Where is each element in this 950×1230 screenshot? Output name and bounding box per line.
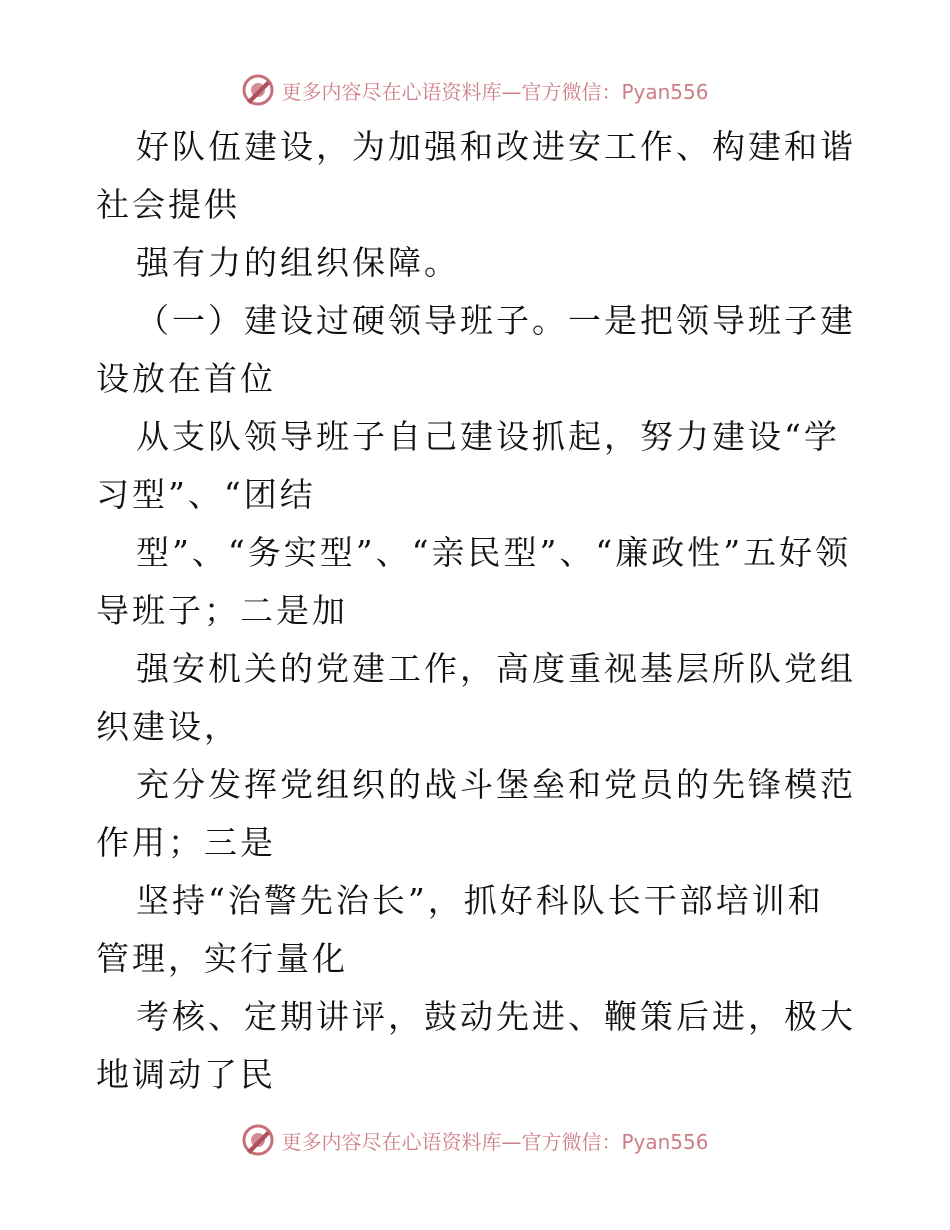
- paragraph: 坚持“治警先治长”，抓好科队长干部培训和管理，实行量化: [96, 881, 824, 978]
- pen-logo-icon: [241, 1123, 275, 1157]
- pen-logo-icon: [241, 73, 275, 107]
- body-text: [96, 118, 856, 1104]
- watermark-text: 更多内容尽在心语资料库—官方微信：Pyan556: [281, 1129, 709, 1154]
- watermark-text: 更多内容尽在心语资料库—官方微信：Pyan556: [281, 79, 709, 104]
- paragraph: 强有力的组织保障。: [136, 243, 460, 282]
- paragraph: 考核、定期讲评，鼓动先进、鞭策后进，极大地调动了民: [96, 997, 856, 1094]
- paragraph: 充分发挥党组织的战斗堡垒和党员的先锋模范作用；三是: [96, 765, 856, 862]
- paragraph: 型”、“务实型”、“亲民型”、“廉政性”五好领导班子；二是加: [96, 533, 852, 630]
- paragraph: 强安机关的党建工作，高度重视基层所队党组织建设，: [96, 649, 856, 746]
- paragraph: 从支队领导班子自己建设抓起，努力建设“学习型”、“团结: [96, 417, 840, 514]
- paragraph: 好队伍建设，为加强和改进安工作、构建和谐社会提供: [96, 127, 856, 224]
- footer-watermark: [0, 1120, 950, 1160]
- header-watermark: [0, 70, 950, 110]
- paragraph: （一）建设过硬领导班子。一是把领导班子建设放在首位: [96, 301, 856, 398]
